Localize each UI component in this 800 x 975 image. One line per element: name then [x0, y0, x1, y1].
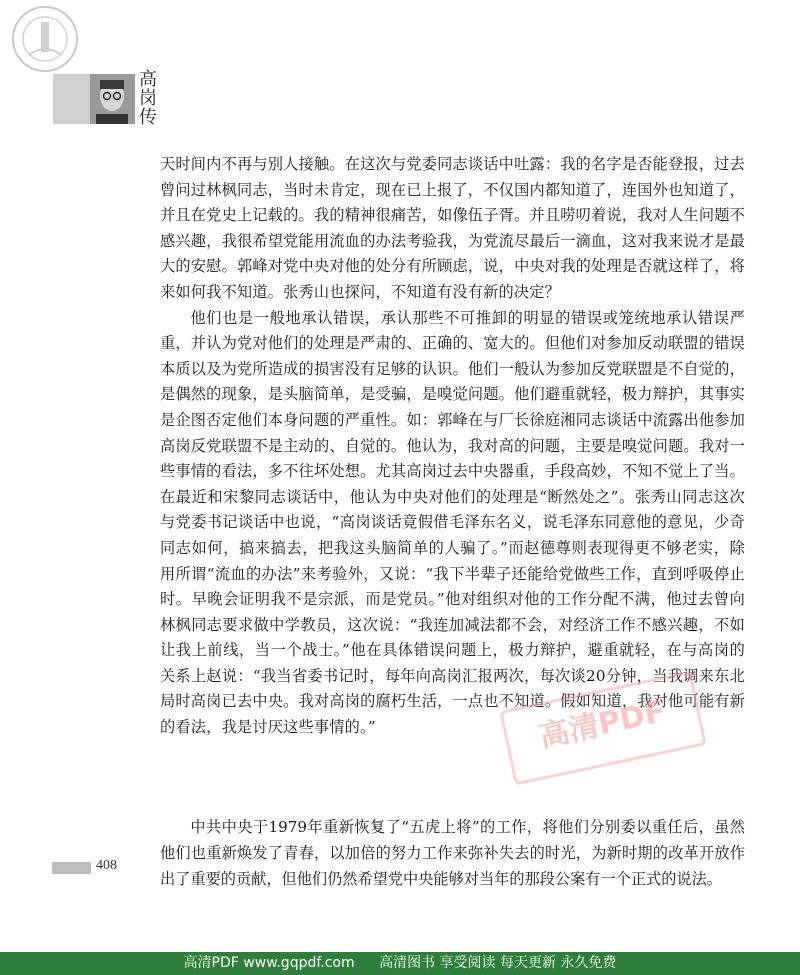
book-title — [137, 70, 159, 127]
book-title-char: 传 — [139, 107, 157, 128]
book-title-char: 高 — [139, 69, 157, 90]
watermark-stamp: 高清PDF — [499, 670, 707, 785]
closing-paragraph-block — [160, 814, 745, 892]
footer-banner[interactable] — [0, 952, 800, 975]
library-seal-logo — [10, 4, 80, 74]
body-text — [160, 152, 745, 741]
footer-site-link[interactable]: 高清PDF www.gqpdf.com — [183, 955, 355, 971]
paragraph: 天时间内不再与别人接触。在这次与党委同志谈话中吐露：我的名字是否能登报，过去曾问过林枫同志，当时未肯定，现在已上报了，不仅国内都知道了，连国外也知道了，并且在党史上记载的。我的精神很痛苦，如像伍子胥。并且唠叨着说，我对人生问题不感兴趣，我很希望党能用流血的办法考验我，为党流尽最后一滴血，这对我来说才是最大的安慰。郭峰对党中央对他的处分有所顾虑，说，中央对我的处理是否就这样了，将来如何我不知道。张秀山也探问，不知道有没有新的决定？ — [160, 155, 745, 301]
author-portrait — [90, 74, 135, 124]
page-number: 408 — [96, 858, 117, 873]
page-number-bar — [52, 862, 91, 874]
footer-slogan: 高清图书 享受阅读 每天更新 永久免费 — [379, 955, 617, 971]
closing-paragraph: 中共中央于1979年重新恢复了“五虎上将”的工作，将他们分别委以重任后，虽然他们也重新焕发了青春，以加倍的努力工作来弥补失去的时光，为新时期的改革开放作出了重要的贡献，但他们仍然希望党中央能够对当年的那段公案有一个正式的说法。 — [160, 818, 745, 888]
paragraph: 他们也是一般地承认错误，承认那些不可推卸的明显的错误或笼统地承认错误严重，并认为党对他们的处理是严肃的、正确的、宽大的。但他们对参加反动联盟的错误本质以及为党所造成的损害没有足够的认识。他们一般认为参加反党联盟是不自觉的，是偶然的现象，是头脑简单，是受骗，是嗅觉问题。他们避重就轻，极力辩护，其事实是企图否定他们本身问题的严重性。如：郭峰在与厂长徐庭湘同志谈话中流露出他参加高岗反党联盟不是主动的、自觉的。他认为，我对高的问题，主要是嗅觉问题。我对一些事情的看法，多不往坏处想。尤其高岗过去中央器重，手段高妙，不知不觉上了当。在最近和宋黎同志谈话中，他认为中央对他们的处理是“断然处之”。张秀山同志这次与党委书记谈话中也说，“高岗谈话竟假借毛泽东名义，说毛泽东同意他的意见，少奇同志如何，搞来搞去，把我这头脑简单的人骗了。”而赵德尊则表现得更不够老实，除用所谓“流血的办法”来考验外，又说：“我下半辈子还能给党做些工作，直到呼吸停止时。早晚会证明我不是宗派，而是党员。”他对组织对他的工作分配不满，他过去曾向林枫同志要求做中学教员，这次说：“我连加减法都不会，对经济工作不感兴趣，不如让我上前线，当一个战士。”他在具体错误问题上，极力辩护，避重就轻，在与高岗的关系上赵说：“我当省委书记时，每年向高岗汇报两次，每次谈20分钟，当我调来东北局时高岗已去中央。我对高岗的腐朽生活，一点也不知道。假如知道，我对他可能有新的看法，我是讨厌这些事情的。” — [160, 308, 745, 737]
book-title-char: 岗 — [139, 88, 157, 109]
